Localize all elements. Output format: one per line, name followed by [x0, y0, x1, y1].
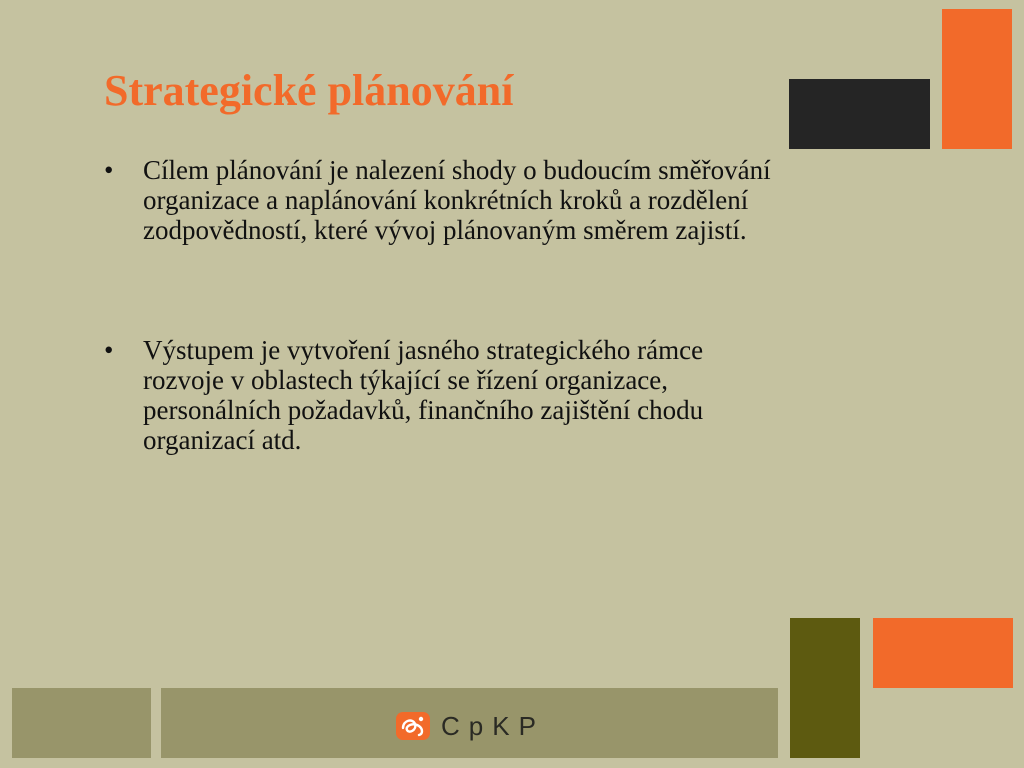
bullet-item — [104, 335, 784, 455]
orange-block-bottom-right — [873, 618, 1013, 688]
bullet-marker: • — [104, 335, 114, 365]
orange-block-top-right — [942, 9, 1012, 149]
footer-block-left — [12, 688, 151, 758]
slide-title: Strategické plánování — [104, 66, 514, 115]
olive-block-bottom — [790, 618, 860, 758]
logo-text: CpKP — [441, 710, 545, 741]
bullet-item — [104, 155, 784, 245]
bullet-marker: • — [104, 155, 114, 185]
cpkp-logo-icon — [395, 708, 431, 744]
cpkp-logo — [395, 708, 545, 744]
bullet-list — [104, 155, 784, 455]
bullet-text: Cílem plánování je nalezení shody o budoucím směřování organizace a naplánování konkrétních kroků a rozdělení zodpovědností, které vývoj plánovaným směrem zajistí. — [143, 155, 771, 245]
dark-block-top — [789, 79, 930, 149]
bullet-text: Výstupem je vytvoření jasného strategického rámce rozvoje v oblastech týkající se řízení organizace, personálních požadavků, finančního zajištění chodu organizací atd. — [143, 335, 704, 455]
